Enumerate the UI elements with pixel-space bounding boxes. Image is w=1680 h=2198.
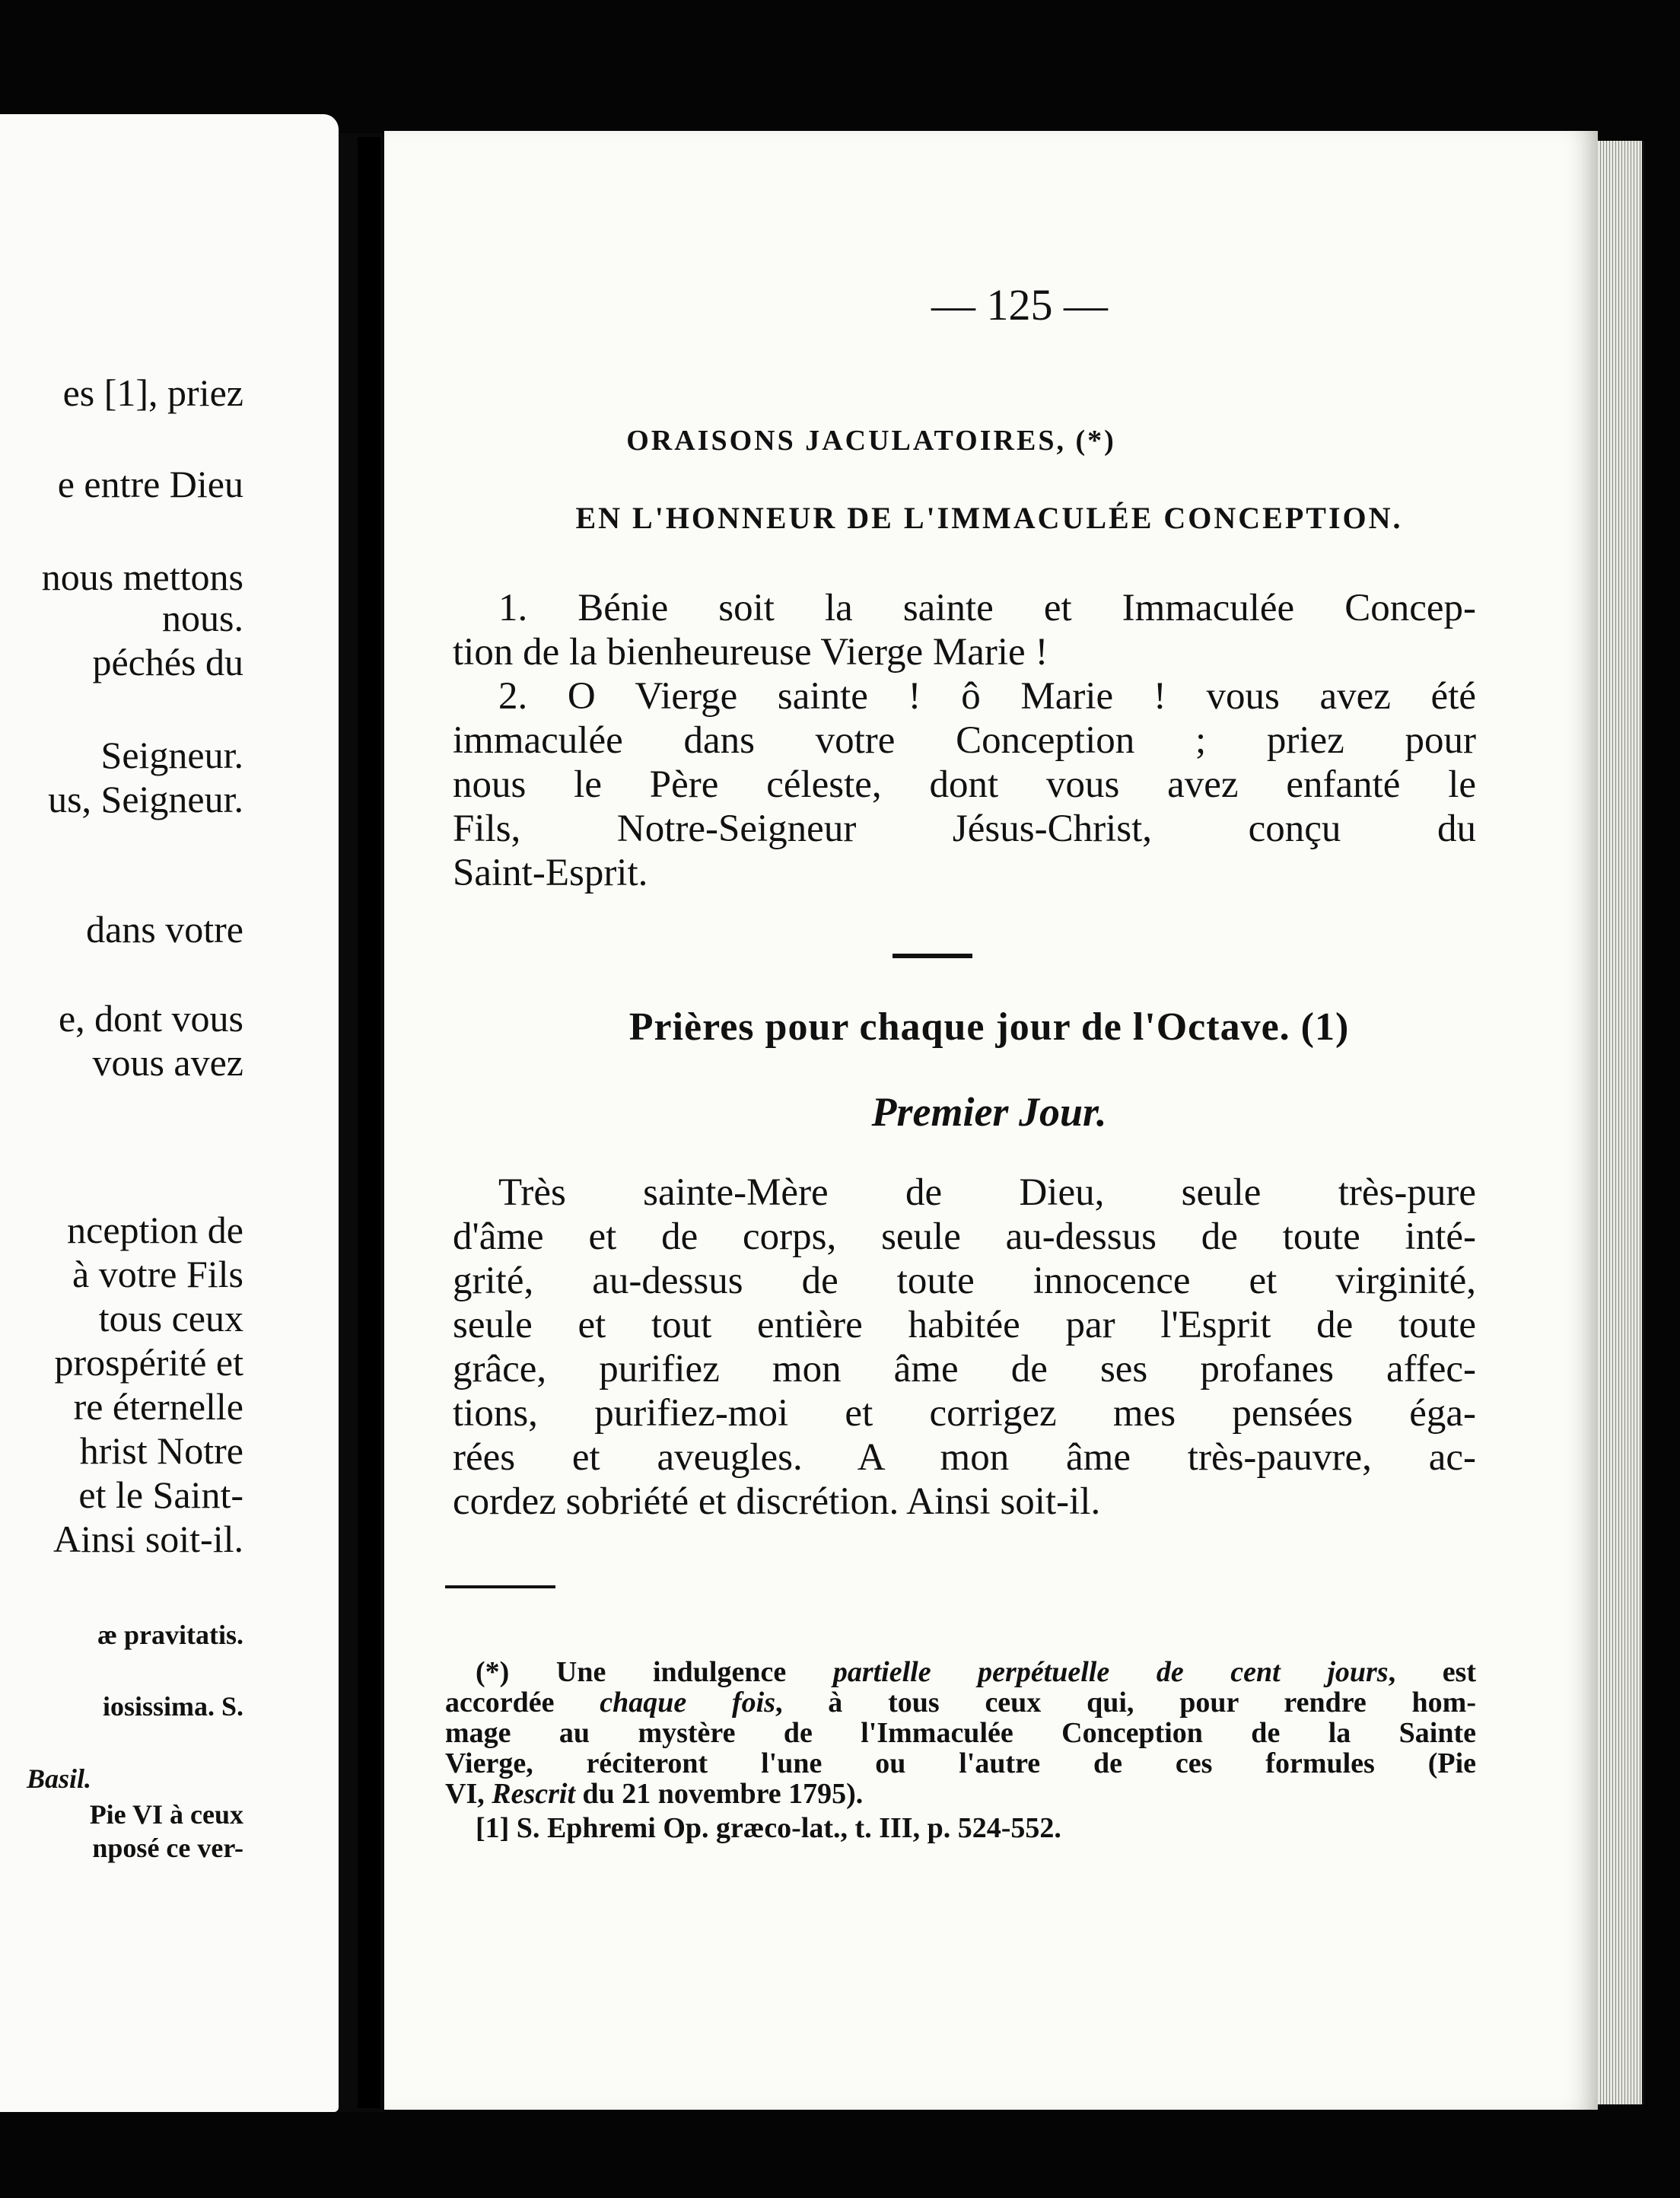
page-edge-stack: [1598, 141, 1644, 2104]
left-line: nous.: [162, 597, 243, 639]
footnote-star-line: Vierge, réciteront l'une ou l'autre de ces formules (Pie: [445, 1747, 1476, 1779]
day-text-line: rées et aveugles. A mon âme très-pauvre, ac-: [453, 1436, 1476, 1479]
footnote-text: accordée: [445, 1687, 600, 1719]
day-text-line: d'âme et de corps, seule au-dessus de toute inté-: [453, 1215, 1476, 1258]
left-line: hrist Notre: [79, 1429, 243, 1472]
book-spine: [358, 137, 380, 2108]
left-line: es [1], priez: [62, 371, 243, 414]
day-text-line: grité, au-dessus de toute innocence et virginité,: [453, 1260, 1476, 1302]
left-line: nous mettons: [41, 556, 243, 598]
footnote-italic: chaque fois: [600, 1687, 776, 1719]
left-line: vous avez: [92, 1041, 243, 1084]
footnote-star-line: [445, 1657, 1476, 1687]
day-text-line: tions, purifiez-moi et corrigez mes pensées éga-: [453, 1392, 1476, 1435]
day-text-line: seule et tout entière habitée par l'Esprit de toute: [453, 1304, 1476, 1346]
prayer-1-line: 1. Bénie soit la sainte et Immaculée Concep-: [498, 587, 1476, 629]
prayer-2-line: 2. O Vierge sainte ! ô Marie ! vous avez été: [498, 675, 1476, 718]
left-line: prospérité et: [54, 1341, 243, 1384]
day-text-line: Très sainte-Mère de Dieu, seule très-pure: [498, 1171, 1476, 1214]
prayer-2-line: immaculée dans votre Conception ; priez pour: [453, 719, 1476, 762]
prayer-2-line: nous le Père céleste, dont vous avez enfanté le: [453, 763, 1476, 806]
footnote-text: du 21 novembre 1795).: [575, 1778, 864, 1810]
section-divider: [892, 954, 972, 958]
footnote-italic: Rescrit: [492, 1778, 576, 1810]
footnote-star-line: [445, 1687, 1476, 1718]
left-facing-page: [0, 114, 339, 2112]
left-footnote-line: æ pravitatis.: [97, 1620, 243, 1650]
left-line: Ainsi soit-il.: [52, 1518, 243, 1560]
footnote-star-line: [445, 1779, 1476, 1809]
footnote-rule: [445, 1585, 555, 1588]
footnote-star-line: mage au mystère de l'Immaculée Conception de la Sainte: [445, 1717, 1476, 1749]
left-line: nception de: [67, 1209, 243, 1251]
left-line: us, Seigneur.: [48, 778, 243, 820]
day-title: Premier Jour.: [871, 1089, 1107, 1135]
page-title: ORAISONS JACULATOIRES, (*): [626, 425, 1116, 457]
prayer-2-line: Saint-Esprit.: [453, 852, 648, 894]
left-footnote-line: iosissima. S.: [102, 1691, 243, 1722]
prayer-1-line: tion de la bienheureuse Vierge Marie !: [453, 631, 1048, 674]
left-line: e, dont vous: [58, 997, 243, 1040]
footnote-italic: partielle perpétuelle de cent jours: [832, 1656, 1389, 1688]
right-page: [384, 131, 1598, 2110]
day-text-line: grâce, purifiez mon âme de ses profanes affec-: [453, 1348, 1476, 1390]
left-line: re éternelle: [73, 1385, 243, 1428]
left-line: et le Saint-: [78, 1473, 243, 1516]
footnote-one: [1] S. Ephremi Op. græco-lat., t. III, p. 524-552.: [476, 1812, 1061, 1844]
footnote-text: VI,: [445, 1778, 492, 1810]
left-line: dans votre: [86, 908, 243, 951]
left-line: tous ceux: [98, 1297, 243, 1340]
footnote-text: , est: [1388, 1656, 1477, 1688]
page-number: — 125 —: [931, 280, 1108, 330]
left-line: Seigneur.: [100, 734, 243, 776]
footnote-text: (*) Une indulgence: [476, 1656, 833, 1688]
section-title: Prières pour chaque jour de l'Octave. (1): [628, 1005, 1350, 1049]
left-line: péchés du: [92, 641, 243, 683]
left-footnote-line: Basil.: [26, 1763, 91, 1794]
left-line: e entre Dieu: [57, 463, 243, 505]
page-subtitle: EN L'HONNEUR DE L'IMMACULÉE CONCEPTION.: [575, 501, 1403, 535]
prayer-2-line: Fils, Notre-Seigneur Jésus-Christ, conçu du: [453, 808, 1476, 850]
day-text-line: cordez sobriété et discrétion. Ainsi soit-il.: [453, 1480, 1101, 1523]
left-footnote-line: nposé ce ver-: [92, 1833, 243, 1863]
footnote-text: , à tous ceux qui, pour rendre hom-: [775, 1687, 1476, 1719]
left-line: à votre Fils: [72, 1253, 243, 1295]
left-footnote-line: Pie VI à ceux: [89, 1799, 243, 1830]
